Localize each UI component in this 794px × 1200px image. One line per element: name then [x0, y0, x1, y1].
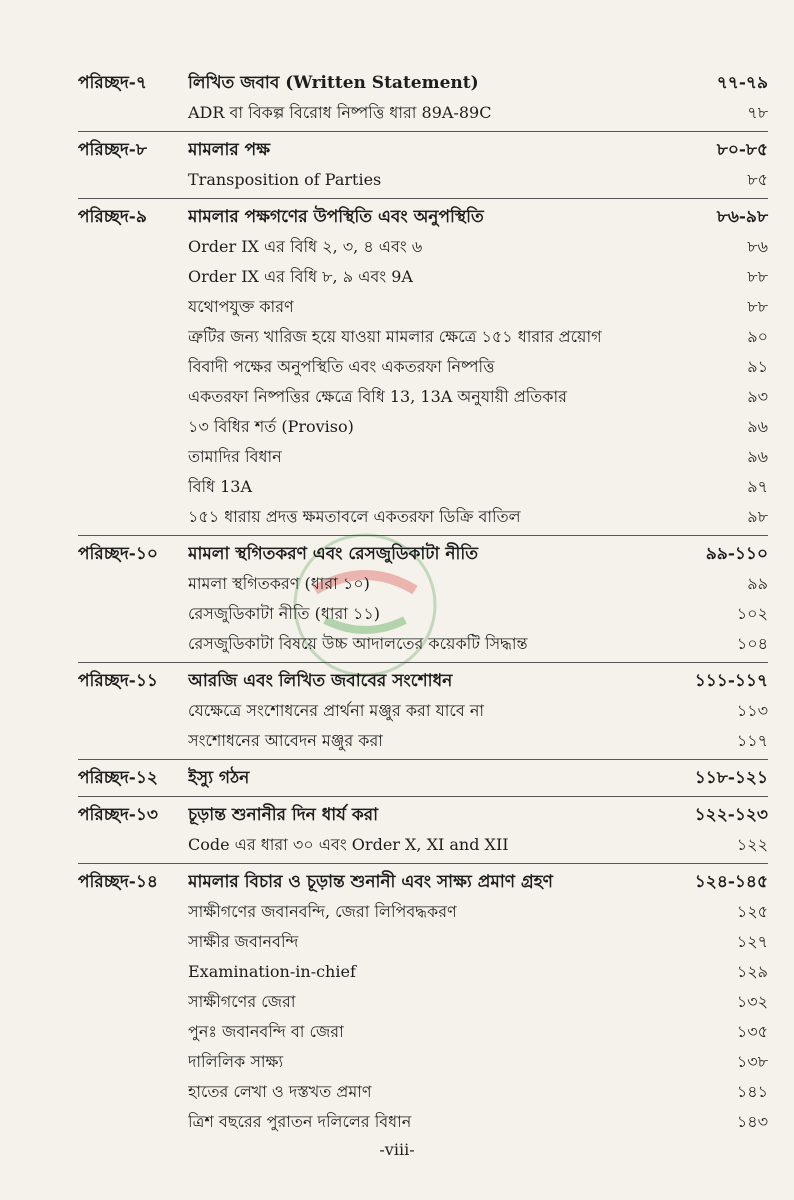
entry-title: সংশোধনের আবেদন মঞ্জুর করা [188, 731, 383, 750]
entry-page-number: ১২২ [736, 835, 768, 854]
chapter-heading [78, 202, 768, 232]
entry-title: Examination-in-chief [188, 962, 356, 981]
entry-page-number: ৯৩ [747, 387, 768, 406]
chapter-title: মামলার পক্ষ [188, 140, 270, 160]
chapter-title: মামলার বিচার ও চূড়ান্ত শুনানী এবং সাক্ষ্য প্রমাণ গ্রহণ [188, 872, 553, 892]
chapter-section [78, 68, 768, 132]
entry-title: Code এর ধারা ৩০ এবং Order X, XI and XII [188, 835, 509, 854]
entry-page-number: ৯১ [747, 357, 768, 376]
chapter-page-range: ৯৯-১১০ [705, 544, 768, 564]
toc-entry [78, 1047, 768, 1077]
toc-entry [78, 165, 768, 195]
entry-title: Order IX এর বিধি ২, ৩, ৪ এবং ৬ [188, 237, 423, 256]
chapter-section [78, 539, 768, 663]
entry-page-number: ৯৯ [747, 574, 768, 593]
entry-page-number: ১১৭ [736, 731, 768, 750]
entry-title: রেসজুডিকাটা নীতি (ধারা ১১) [188, 604, 380, 623]
entry-page-number: ৯৮ [747, 507, 768, 526]
chapter-page-range: ১২২-১২৩ [694, 805, 768, 825]
entry-title: সাক্ষীর জবানবন্দি [188, 932, 299, 951]
entry-page-number: ১০৪ [736, 634, 768, 653]
chapter-section [78, 202, 768, 536]
entry-page-number: ১২৭ [736, 932, 768, 951]
chapter-heading [78, 867, 768, 897]
chapter-divider [78, 796, 768, 797]
chapter-heading [78, 68, 768, 98]
toc-entry [78, 696, 768, 726]
chapter-section [78, 666, 768, 760]
toc-entry [78, 412, 768, 442]
chapter-heading [78, 666, 768, 696]
entry-page-number: ৮৮ [747, 297, 768, 316]
chapter-label: পরিচ্ছদ-১১ [78, 671, 158, 691]
chapter-section [78, 763, 768, 797]
entry-title: ত্রুটির জন্য খারিজ হয়ে যাওয়া মামলার ক্ষেত্রে ১৫১ ধারার প্রয়োগ [188, 327, 602, 346]
chapter-label: পরিচ্ছদ-৮ [78, 140, 147, 160]
entry-title: Transposition of Parties [188, 170, 382, 189]
chapter-page-range: ৭৭-৭৯ [716, 73, 768, 93]
entry-page-number: ৯৬ [747, 447, 768, 466]
toc-entry [78, 957, 768, 987]
chapter-page-range: ৮৬-৯৮ [716, 207, 768, 227]
entry-title: সাক্ষীগণের জবানবন্দি, জেরা লিপিবদ্ধকরণ [188, 902, 457, 921]
entry-title: Order IX এর বিধি ৮, ৯ এবং 9A [188, 267, 413, 286]
chapter-page-range: ৮০-৮৫ [716, 140, 768, 160]
entry-page-number: ১৪১ [736, 1082, 768, 1101]
entry-title: পুনঃ জবানবন্দি বা জেরা [188, 1022, 344, 1041]
chapter-divider [78, 198, 768, 199]
entry-title: ১৫১ ধারায় প্রদত্ত ক্ষমতাবলে একতরফা ডিক্রি বাতিল [188, 507, 521, 526]
entry-page-number: ৮৬ [747, 237, 768, 256]
chapter-page-range: ১১১-১১৭ [694, 671, 768, 691]
toc-entry [78, 382, 768, 412]
toc-entry [78, 442, 768, 472]
chapter-divider [78, 759, 768, 760]
chapter-divider [78, 131, 768, 132]
toc-entry [78, 830, 768, 860]
entry-title: বিধি 13A [188, 477, 253, 496]
chapter-page-range: ১১৮-১২১ [694, 768, 768, 788]
chapter-title: লিখিত জবাব (Written Statement) [188, 73, 479, 93]
entry-page-number: ১৪৩ [736, 1112, 768, 1131]
entry-title: রেসজুডিকাটা বিষয়ে উচ্চ আদালতের কয়েকটি সিদ্ধান্ত [188, 634, 528, 653]
entry-page-number: ১৩৮ [736, 1052, 768, 1071]
chapter-label: পরিচ্ছদ-১৪ [78, 872, 158, 892]
entry-title: দালিলিক সাক্ষ্য [188, 1052, 284, 1071]
chapter-page-range: ১২৪-১৪৫ [694, 872, 768, 892]
entry-title: হাতের লেখা ও দস্তখত প্রমাণ [188, 1082, 372, 1101]
entry-page-number: ১০২ [736, 604, 768, 623]
chapter-section [78, 867, 768, 1137]
chapter-section [78, 135, 768, 199]
entry-title: যেক্ষেত্রে সংশোধনের প্রার্থনা মঞ্জুর করা যাবে না [188, 701, 485, 720]
entry-page-number: ১২৫ [736, 902, 768, 921]
toc-entry [78, 292, 768, 322]
toc-entry [78, 352, 768, 382]
toc-entry [78, 472, 768, 502]
chapter-divider [78, 662, 768, 663]
toc-entry [78, 629, 768, 659]
entry-title: একতরফা নিষ্পত্তির ক্ষেত্রে বিধি 13, 13A অনুযায়ী প্রতিকার [188, 387, 567, 406]
toc-entry [78, 322, 768, 352]
chapter-heading [78, 539, 768, 569]
chapter-title: চূড়ান্ত শুনানীর দিন ধার্য করা [188, 805, 379, 825]
toc-entry [78, 927, 768, 957]
toc-entry [78, 262, 768, 292]
entry-title: ত্রিশ বছরের পুরাতন দলিলের বিধান [188, 1112, 412, 1131]
entry-page-number: ৮৫ [747, 170, 768, 189]
table-of-contents [78, 68, 768, 1137]
toc-entry [78, 502, 768, 532]
entry-page-number: ৯৬ [747, 417, 768, 436]
page-number: -viii- [379, 1140, 415, 1159]
toc-entry [78, 987, 768, 1017]
entry-page-number: ১২৯ [736, 962, 768, 981]
entry-title: বিবাদী পক্ষের অনুপস্থিতি এবং একতরফা নিষ্পত্তি [188, 357, 495, 376]
entry-page-number: ৮৮ [747, 267, 768, 286]
toc-entry [78, 1077, 768, 1107]
entry-title: যথোপযুক্ত কারণ [188, 297, 294, 316]
entry-page-number: ১১৩ [736, 701, 768, 720]
chapter-title: আরজি এবং লিখিত জবাবের সংশোধন [188, 671, 453, 691]
toc-entry [78, 726, 768, 756]
chapter-title: মামলা স্থগিতকরণ এবং রেসজুডিকাটা নীতি [188, 544, 479, 564]
toc-entry [78, 232, 768, 262]
chapter-label: পরিচ্ছদ-৭ [78, 73, 147, 93]
chapter-heading [78, 800, 768, 830]
toc-entry [78, 98, 768, 128]
entry-page-number: ৯৭ [747, 477, 768, 496]
chapter-divider [78, 863, 768, 864]
chapter-heading [78, 763, 768, 793]
chapter-title: ইস্যু গঠন [188, 768, 250, 788]
entry-title: ১৩ বিধির শর্ত (Proviso) [188, 417, 354, 436]
chapter-heading [78, 135, 768, 165]
entry-title: ADR বা বিকল্প বিরোধ নিষ্পত্তি ধারা 89A-89C [188, 103, 492, 122]
chapter-section [78, 800, 768, 864]
chapter-label: পরিচ্ছদ-১৩ [78, 805, 158, 825]
toc-entry [78, 599, 768, 629]
entry-title: তামাদির বিধান [188, 447, 282, 466]
chapter-label: পরিচ্ছদ-১০ [78, 544, 158, 564]
entry-page-number: ৯০ [747, 327, 768, 346]
chapter-divider [78, 535, 768, 536]
chapter-title: মামলার পক্ষগণের উপস্থিতি এবং অনুপস্থিতি [188, 207, 484, 227]
entry-title: সাক্ষীগণের জেরা [188, 992, 296, 1011]
toc-entry [78, 1017, 768, 1047]
entry-page-number: ১৩২ [736, 992, 768, 1011]
toc-entry [78, 1107, 768, 1137]
toc-entry [78, 569, 768, 599]
entry-page-number: ৭৮ [747, 103, 768, 122]
entry-page-number: ১৩৫ [736, 1022, 768, 1041]
chapter-label: পরিচ্ছদ-১২ [78, 768, 158, 788]
chapter-label: পরিচ্ছদ-৯ [78, 207, 147, 227]
entry-title: মামলা স্থগিতকরণ (ধারা ১০) [188, 574, 370, 593]
toc-entry [78, 897, 768, 927]
